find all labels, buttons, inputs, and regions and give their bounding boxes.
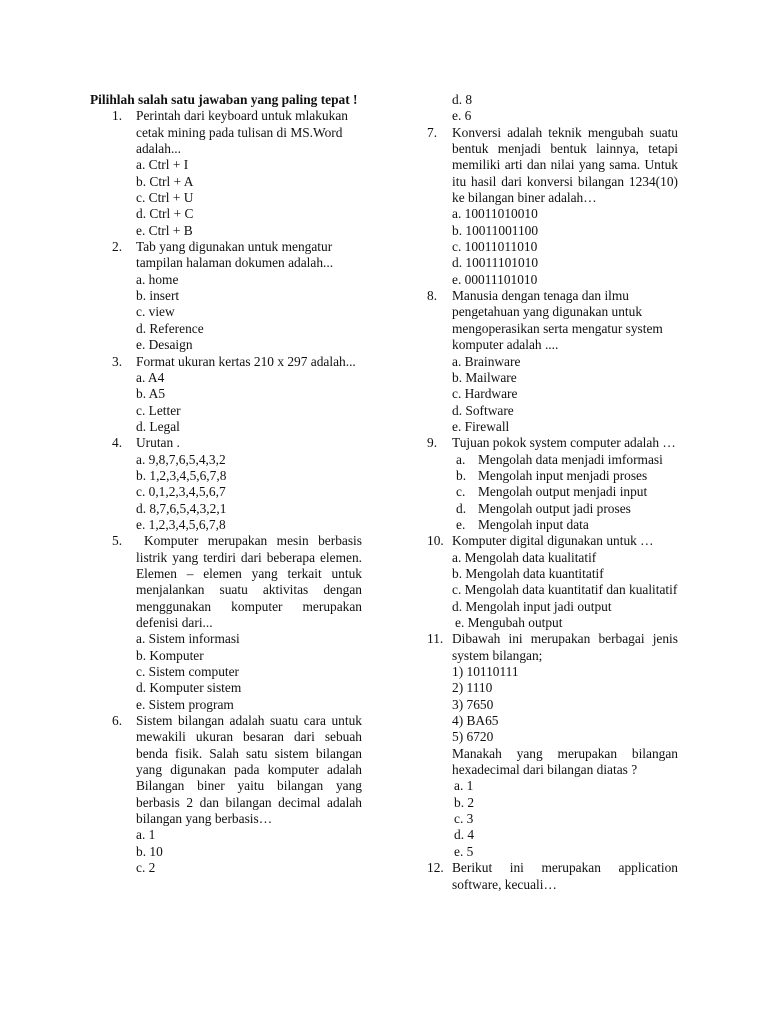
question-2 [90, 239, 362, 353]
option: c. 3 [454, 811, 474, 827]
option-label: c. [456, 484, 466, 500]
option: c. 10011011010 [452, 239, 538, 255]
option-text: Mengolah input data [478, 516, 589, 532]
question-11 [427, 631, 678, 860]
question-number: 2. [112, 239, 123, 255]
option: c. 2 [136, 860, 156, 876]
question-text: Urutan . [136, 435, 180, 451]
question-text: Perintah dari keyboard untuk mlakukan cetak mining pada tulisan di MS.Word adalah... [136, 108, 348, 157]
question-number: 8. [427, 288, 438, 304]
option-label: a. [456, 451, 466, 467]
option: a. Ctrl + I [136, 157, 189, 173]
question-text: Berikut ini merupakan application software, kecuali… [452, 860, 678, 892]
option: a. A4 [136, 369, 165, 385]
option: e. Firewall [452, 418, 510, 434]
question-1 [90, 108, 362, 239]
option [452, 484, 678, 500]
option-text: Mengolah output jadi proses [478, 500, 631, 516]
question-text: Tujuan pokok system computer adalah … [452, 435, 676, 451]
option: a. Sistem informasi [136, 631, 240, 647]
option-label: d. [456, 500, 467, 516]
option: c. Sistem computer [136, 664, 240, 680]
question-text: Tab yang digunakan untuk mengatur tampilan halaman dokumen adalah... [136, 239, 334, 271]
option [452, 468, 678, 484]
left-column [90, 92, 362, 877]
option: b. Komputer [136, 647, 204, 663]
option: a. 10011010010 [452, 206, 538, 222]
option: b. 10 [136, 843, 163, 859]
option: c. 0,1,2,3,4,5,6,7 [136, 484, 226, 500]
question-text: Komputer merupakan mesin berbasis listrik yang terdiri dari beberapa elemen. Elemen – elemen yang terkait untuk menjalankan suatu aktivitas dengan menggunakan komputer merupakan defenisi dari... [136, 533, 362, 630]
option: e. Ctrl + B [136, 222, 193, 238]
number-item: 1) 10110111 [452, 664, 519, 680]
option: a. 1 [454, 778, 474, 794]
option: c. Letter [136, 402, 181, 418]
option: a. Brainware [452, 353, 521, 369]
number-item: 3) 7650 [452, 696, 494, 712]
question-number: 10. [427, 533, 444, 549]
option: e. 00011101010 [452, 271, 538, 287]
option: c. Ctrl + U [136, 190, 194, 206]
option: d. 4 [454, 827, 475, 843]
question-number: 7. [427, 124, 438, 140]
option: b. 2 [454, 794, 475, 810]
question-7 [427, 125, 678, 288]
question-number: 5. [112, 533, 123, 549]
number-item: 2) 1110 [452, 680, 493, 696]
option: c. Mengolah data kuantitatif dan kualitatif [452, 582, 678, 598]
question-6 [90, 713, 362, 876]
question-10 [427, 533, 678, 631]
question-12 [427, 860, 678, 893]
option: e. Mengubah output [455, 615, 563, 630]
option: e. Desaign [136, 337, 193, 353]
option: d. Legal [136, 418, 180, 434]
question-number: 11. [427, 631, 444, 647]
option: b. Ctrl + A [136, 173, 194, 189]
option: a. 9,8,7,6,5,4,3,2 [136, 451, 226, 467]
option: d. 8,7,6,5,4,3,2,1 [136, 500, 227, 516]
option-text: Mengolah input menjadi proses [478, 467, 648, 483]
option: d. 10011101010 [452, 255, 539, 271]
option: b. A5 [136, 386, 166, 402]
question-text: Dibawah ini merupakan berbagai jenis system bilangan; [452, 631, 678, 663]
question-number: 6. [112, 713, 123, 729]
option: c. view [136, 304, 175, 320]
option: d. Software [452, 402, 514, 418]
option: a. 1 [136, 827, 156, 843]
question-text: Konversi adalah teknik mengubah suatu bentuk menjadi bentuk lainnya, tetapi memiliki arti dan nilai yang sama. Untuk itu hasil dari konversi bilangan 1234(10) ke bilangan biner adalah… [452, 124, 678, 206]
question-number: 4. [112, 435, 123, 451]
question-subtext: Manakah yang merupakan bilangan hexadecimal dari bilangan diatas ? [452, 745, 678, 778]
option: b. Mailware [452, 369, 517, 385]
number-item: 4) BA65 [452, 713, 499, 729]
question-4 [90, 435, 362, 533]
option-text: Mengolah data menjadi imformasi [478, 451, 663, 467]
option: b. insert [136, 288, 180, 304]
option: e. 6 [452, 108, 472, 124]
option [452, 452, 678, 468]
option-label: e. [456, 516, 466, 532]
question-number: 3. [112, 353, 123, 369]
option: c. Hardware [452, 386, 518, 402]
option: a. Mengolah data kualitatif [452, 549, 597, 565]
question-text: Format ukuran kertas 210 x 297 adalah... [136, 353, 356, 369]
option-text: Mengolah output menjadi input [478, 484, 648, 500]
option: b. Mengolah data kuantitatif [452, 565, 604, 581]
option: d. Mengolah input jadi output [452, 598, 612, 614]
option: e. 5 [454, 843, 474, 859]
option: d. Ctrl + C [136, 206, 194, 222]
question-8 [427, 288, 678, 435]
question-number: 1. [112, 108, 123, 124]
question-text: Sistem bilangan adalah suatu cara untuk mewakili ukuran besaran dari sebuah benda fisik. Salah satu sistem bilangan yang digunakan pada komputer adalah Bilangan biner yaitu bilangan yang berbasis 2 dan bilangan decimal adalah bilangan yang berbasis… [136, 713, 362, 827]
right-column [427, 92, 678, 893]
question-number: 12. [427, 860, 444, 876]
question-number: 9. [427, 435, 438, 451]
question-5 [90, 533, 362, 713]
option: a. home [136, 271, 179, 287]
question-9 [427, 435, 678, 533]
option: d. Komputer sistem [136, 680, 242, 696]
question-6-continued [427, 92, 678, 125]
option: d. Reference [136, 320, 204, 336]
instruction-heading: Pilihlah salah satu jawaban yang paling tepat ! [90, 92, 358, 107]
option: b. 1,2,3,4,5,6,7,8 [136, 467, 227, 483]
option-label: b. [456, 467, 467, 483]
option: e. 1,2,3,4,5,6,7,8 [136, 516, 226, 532]
question-3 [90, 354, 362, 436]
option [452, 501, 678, 517]
option: d. 8 [452, 92, 473, 107]
question-text: Komputer digital digunakan untuk … [452, 533, 654, 549]
option: b. 10011001100 [452, 222, 539, 238]
question-text: Manusia dengan tenaga dan ilmu pengetahuan yang digunakan untuk mengoperasikan serta mengatur system komputer adalah .... [452, 288, 663, 353]
number-item: 5) 6720 [452, 729, 494, 745]
option [452, 517, 678, 533]
option: e. Sistem program [136, 696, 234, 712]
